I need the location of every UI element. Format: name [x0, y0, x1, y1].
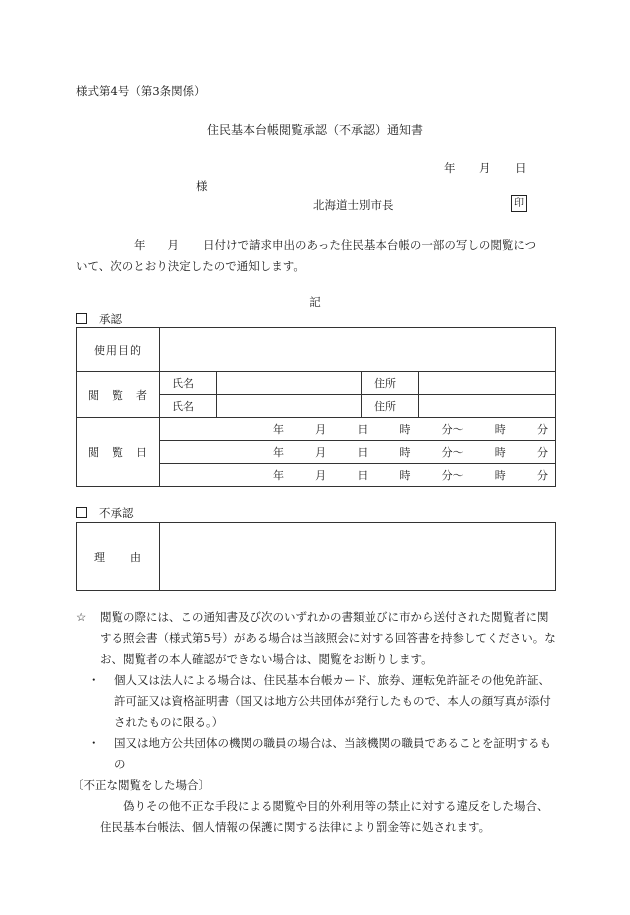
seal-mark: 印	[511, 195, 527, 212]
bullet-icon: ・	[88, 673, 100, 687]
approval-label: 承認	[99, 312, 122, 326]
penalty-heading: 〔不正な閲覧をした場合〕	[72, 778, 210, 792]
purpose-field[interactable]	[160, 328, 556, 372]
viewing-date-label: 閲 覧 日	[77, 418, 160, 487]
rejection-table	[76, 522, 556, 591]
date-row-2-minute-to: 分	[536, 446, 548, 459]
note-bullet-2-text: 国又は地方公共団体の機関の職員の場合は、当該機関の職員であることを証明するもの	[114, 736, 551, 771]
date-row-1-year: 年	[273, 423, 284, 436]
date-row-1-day: 日	[357, 423, 369, 436]
document-title: 住民基本台帳閲覧承認（不承認）通知書	[206, 123, 423, 137]
ki-heading: 記	[309, 295, 321, 309]
date-month-label: 月	[479, 161, 491, 175]
date-row-2-day: 日	[357, 446, 369, 459]
note-bullet-1	[76, 670, 556, 733]
approval-checkbox[interactable]	[76, 313, 87, 324]
reason-field[interactable]	[160, 523, 556, 591]
date-row-2-hour-to: 時	[494, 446, 506, 459]
rejection-label: 不承認	[99, 506, 134, 520]
date-row-3-minute-from: 分～	[441, 469, 464, 482]
date-day-label: 日	[515, 161, 527, 175]
date-row-2-hour: 時	[399, 446, 411, 459]
approval-option[interactable]	[76, 311, 122, 327]
note-main-text: 閲覧の際には、この通知書及び次のいずれかの書類並びに市から送付された閲覧者に関する照会書（様式第5号）がある場合は当該照会に対する回答書を持参してください。なお、閲覧者の本人確認ができない場合は、閲覧をお断りします。	[100, 610, 556, 666]
date-row-1-hour: 時	[399, 423, 411, 436]
viewer-1-name-field[interactable]	[217, 372, 362, 395]
viewer-2-name-label: 氏名	[160, 395, 217, 418]
viewer-2-address-label: 住所	[362, 395, 419, 418]
viewing-date-row-1[interactable]	[160, 418, 556, 441]
note-bullet-1-text: 個人又は法人による場合は、住民基本台帳カード、旅券、運転免許証その他免許証、許可証又は資格証明書（国又は地方公共団体が発行したもので、本人の顔写真が添付されたものに限る。）	[114, 673, 551, 729]
reason-label: 理 由	[77, 523, 160, 591]
purpose-label: 使用目的	[77, 328, 160, 372]
viewer-label: 閲 覧 者	[77, 372, 160, 418]
form-number: 様式第4号（第3条関係）	[76, 84, 206, 98]
approval-table	[76, 327, 556, 487]
bullet-icon: ・	[88, 736, 100, 750]
intro-line-1	[76, 235, 556, 256]
viewer-2-name-field[interactable]	[217, 395, 362, 418]
intro-year: 年	[134, 238, 146, 252]
viewing-date-row-2[interactable]	[160, 441, 556, 464]
viewer-1-address-label: 住所	[362, 372, 419, 395]
date-row-3-month: 月	[315, 469, 327, 482]
note-main	[76, 607, 556, 670]
star-icon: ☆	[76, 610, 87, 624]
intro-month: 月	[167, 238, 179, 252]
rejection-option[interactable]	[76, 505, 134, 521]
intro-text-1: 日付けで請求申出のあった住民基本台帳の一部の写しの閲覧につ	[203, 238, 537, 252]
viewing-date-row-3[interactable]	[160, 464, 556, 487]
note-bullet-2	[76, 733, 556, 775]
intro-text-2: いて、次のとおり決定したので通知します。	[76, 259, 305, 273]
intro-paragraph	[76, 235, 556, 277]
viewer-1-name-label: 氏名	[160, 372, 217, 395]
date-row-3-hour-to: 時	[494, 469, 506, 482]
date-row-3-year: 年	[273, 469, 284, 482]
date-row-3-minute-to: 分	[536, 469, 548, 482]
viewer-2-address-field[interactable]	[419, 395, 556, 418]
notes-section	[72, 607, 556, 838]
rejection-checkbox[interactable]	[76, 507, 87, 518]
date-row-3-day: 日	[357, 469, 369, 482]
date-row-1-hour-to: 時	[494, 423, 506, 436]
date-row-2-minute-from: 分～	[441, 446, 464, 459]
date-row-2-year: 年	[273, 446, 284, 459]
date-row-1-minute-to: 分	[536, 423, 548, 436]
issuer-name: 北海道士別市長	[313, 198, 394, 212]
date-year-label: 年	[444, 161, 456, 175]
penalty-text: 偽りその他不正な手段による閲覧や目的外利用等の禁止に対する違反をした場合、住民基本台帳法、個人情報の保護に関する法律により罰金等に処されます。	[100, 799, 549, 834]
date-row-1-month: 月	[315, 423, 327, 436]
date-row-3-hour: 時	[399, 469, 411, 482]
addressee-suffix: 様	[196, 179, 208, 193]
date-row-2-month: 月	[315, 446, 327, 459]
date-row-1-minute-from: 分～	[441, 423, 464, 436]
viewer-1-address-field[interactable]	[419, 372, 556, 395]
